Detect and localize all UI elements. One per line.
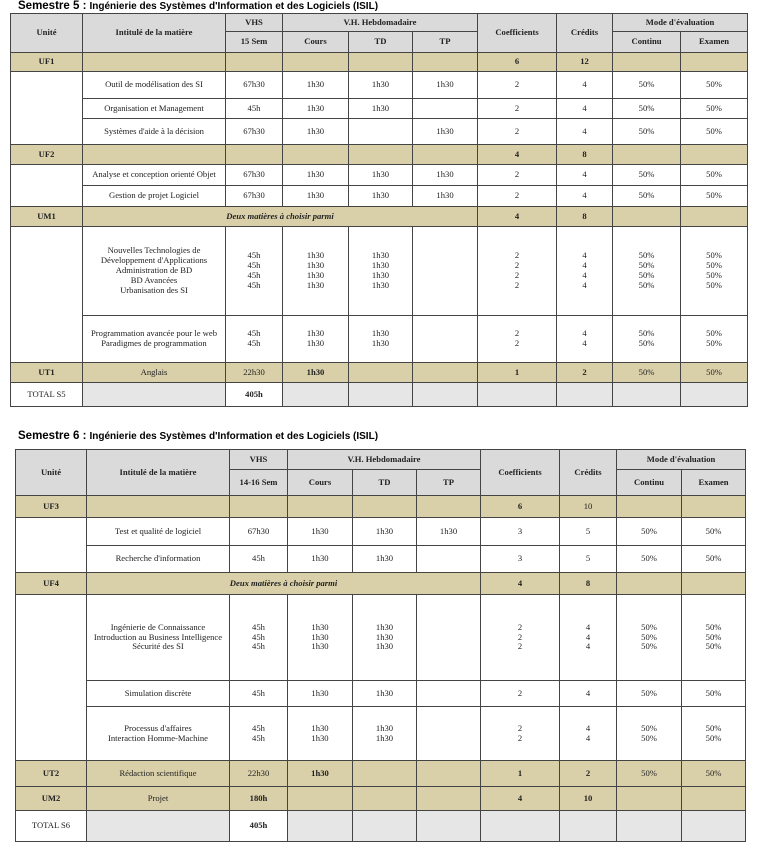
s6-uf4-group-b: [16, 707, 746, 761]
s6-h-cours: Cours: [288, 470, 353, 496]
s6-total-row: [16, 811, 746, 842]
s5-uf2-coef: 4: [478, 145, 557, 165]
s6-uf4-row: [16, 573, 746, 595]
vhs: 45h: [252, 641, 265, 652]
s6-ut2-row: [16, 761, 746, 787]
coef: 2: [478, 72, 557, 99]
coef: 4: [481, 787, 560, 811]
subject-name: Test et qualité de logiciel: [87, 518, 230, 546]
credits: 4: [582, 250, 587, 261]
subject-name: Analyse et conception orienté Objet: [83, 165, 226, 186]
td: 1h30: [375, 722, 394, 733]
s6-total-label: TOTAL S6: [16, 811, 87, 842]
continu: 50%: [638, 250, 655, 261]
credits: 4: [557, 72, 613, 99]
s6-h-credits: Crédits: [560, 450, 617, 496]
coef: 2: [514, 279, 520, 290]
s6-uf4-credits: 8: [560, 573, 617, 595]
s6-h-tp: TP: [417, 470, 481, 496]
s6-uf3-coef: 6: [481, 496, 560, 518]
credits: 4: [582, 328, 587, 339]
credits: 4: [585, 722, 591, 733]
continu: 50%: [641, 621, 657, 632]
subject-name: BD Avancées: [130, 274, 178, 285]
examen: 50%: [706, 250, 722, 261]
coef: 2: [517, 732, 523, 743]
continu: 50%: [613, 119, 681, 145]
s6-h-vh: V.H. Hebdomadaire: [288, 450, 481, 470]
s6-h-vhs-sub: 14-16 Sem: [230, 470, 288, 496]
vhs: 67h30: [230, 518, 288, 546]
continu: 50%: [641, 722, 657, 733]
credits: 5: [560, 518, 617, 546]
tp: 1h30: [413, 186, 478, 207]
td: 1h30: [353, 546, 417, 573]
subject-name: Organisation et Management: [83, 99, 226, 119]
examen: 50%: [705, 641, 722, 652]
s5-h-credits: Crédits: [557, 14, 613, 53]
examen: 50%: [706, 328, 722, 339]
credits: 10: [560, 787, 617, 811]
td: 1h30: [371, 338, 390, 348]
examen: 50%: [682, 546, 746, 573]
continu: 50%: [613, 99, 681, 119]
s6-uf4-unit: UF4: [16, 573, 87, 595]
coef: 3: [481, 546, 560, 573]
s5-uf2-credits: 8: [557, 145, 613, 165]
s6-uf3-row: [16, 496, 746, 518]
examen: 50%: [705, 722, 722, 733]
coef: 2: [478, 119, 557, 145]
examen: 50%: [705, 631, 722, 642]
tp: 1h30: [413, 165, 478, 186]
credits: 4: [557, 99, 613, 119]
table-row: [16, 681, 746, 707]
subject-name: Processus d'affaires: [124, 722, 192, 733]
examen: 50%: [706, 260, 722, 271]
tp: 1h30: [413, 119, 478, 145]
continu: 50%: [613, 72, 681, 99]
cours: 1h30: [283, 72, 349, 99]
examen: 50%: [705, 732, 722, 743]
tp: 1h30: [413, 72, 478, 99]
s5-um1-credits: 8: [557, 207, 613, 227]
continu: 50%: [638, 270, 655, 280]
subject-name: Administration de BD: [115, 265, 193, 276]
s5-table: [10, 13, 748, 407]
subject-name: Ingénierie de Connaissance: [110, 621, 206, 632]
continu: 50%: [617, 546, 682, 573]
coef: 2: [514, 338, 520, 348]
coef: 2: [514, 270, 520, 280]
s6-h-continu: Continu: [617, 470, 682, 496]
s5-um1-coef: 4: [478, 207, 557, 227]
td: 1h30: [371, 270, 390, 280]
s5-h-vhs-sub: 15 Sem: [226, 32, 283, 53]
examen: 50%: [681, 99, 748, 119]
vhs: 67h30: [226, 119, 283, 145]
cours: 1h30: [283, 119, 349, 145]
cours: 1h30: [306, 270, 325, 280]
s5-um1-row: [11, 207, 748, 227]
s6-uf3-unit: UF3: [16, 496, 87, 518]
s6-total-vhs: 405h: [230, 811, 288, 842]
examen: 50%: [681, 72, 748, 99]
vhs: 45h: [247, 250, 261, 261]
continu: 50%: [617, 681, 682, 707]
subject-name: Recherche d'information: [87, 546, 230, 573]
coef: 2: [517, 641, 523, 652]
vhs: 45h: [252, 621, 265, 632]
vhs: 180h: [230, 787, 288, 811]
credits: 2: [560, 761, 617, 787]
subject-name: Nouvelles Technologies de Développement d'Applications: [100, 245, 208, 266]
vhs: 45h: [247, 260, 261, 271]
s6-uf4-note: Deux matières à choisir parmi: [87, 573, 481, 595]
coef: 2: [478, 165, 557, 186]
coef: 2: [517, 722, 523, 733]
td: 1h30: [371, 250, 390, 261]
s6-uf3-credits: 10: [560, 496, 617, 518]
s5-um1-group-b: [11, 316, 748, 363]
td: 1h30: [371, 260, 390, 271]
vhs: 45h: [230, 681, 288, 707]
s5-uf1-credits: 12: [557, 53, 613, 72]
subject-name: Anglais: [83, 363, 226, 383]
s5-um1-note: Deux matières à choisir parmi: [83, 207, 478, 227]
coef: 2: [514, 260, 520, 271]
s6-um2-unit: UM2: [16, 787, 87, 811]
s5-h-vhs: VHS: [226, 14, 283, 32]
s6-h-mode: Mode d'évaluation: [617, 450, 746, 470]
cours: 1h30: [283, 363, 349, 383]
table-row: [11, 99, 748, 119]
vhs: 45h: [252, 732, 265, 743]
s6-title-text: Ingénierie des Systèmes d'Information et des Logiciels (ISIL): [89, 431, 379, 442]
cours: 1h30: [283, 165, 349, 186]
coef: 2: [514, 328, 520, 339]
s6-h-examen: Examen: [682, 470, 746, 496]
subject-name: Systèmes d'aide à la décision: [83, 119, 226, 145]
vhs: 45h: [252, 722, 265, 733]
examen: 50%: [682, 681, 746, 707]
s6-h-td: TD: [353, 470, 417, 496]
subject-name: Paradigmes de programmation: [101, 338, 207, 348]
coef: 1: [481, 761, 560, 787]
s5-uf2-row: [11, 145, 748, 165]
s6-title: [18, 430, 378, 442]
s6-uf4-group-a: [16, 595, 746, 681]
continu: 50%: [617, 518, 682, 546]
cours: 1h30: [306, 260, 325, 271]
credits: 4: [585, 641, 591, 652]
td: 1h30: [371, 279, 390, 290]
table-row: [11, 165, 748, 186]
s6-title-label: Semestre 6 :: [18, 430, 87, 442]
cours: 1h30: [288, 681, 353, 707]
cours: 1h30: [311, 631, 329, 642]
credits: 4: [582, 279, 587, 290]
subject-name: Rédaction scientifique: [87, 761, 230, 787]
credits: 4: [557, 119, 613, 145]
table-row: [11, 72, 748, 99]
s5-title-text: Ingénierie des Systèmes d'Information et des Logiciels (ISIL): [89, 1, 379, 12]
table-row: [11, 119, 748, 145]
vhs: 67h30: [226, 72, 283, 99]
s5-h-td: TD: [349, 32, 413, 53]
s5-uf1-row: [11, 53, 748, 72]
subject-name: Sécurité des SI: [132, 641, 184, 652]
subject-name: Outil de modélisation des SI: [83, 72, 226, 99]
s5-uf1-coef: 6: [478, 53, 557, 72]
cours: 1h30: [311, 732, 329, 743]
cours: 1h30: [306, 250, 325, 261]
s6-uf4-coef: 4: [481, 573, 560, 595]
s5-h-continu: Continu: [613, 32, 681, 53]
vhs: 45h: [247, 328, 261, 339]
s5-total-vhs: 405h: [226, 383, 283, 407]
subject-name: Urbanisation des SI: [120, 284, 188, 295]
s6-h-unite: Unité: [16, 450, 87, 496]
continu: 50%: [638, 260, 655, 271]
vhs: 45h: [247, 270, 261, 280]
cours: 1h30: [311, 641, 329, 652]
continu: 50%: [641, 641, 657, 652]
s5-h-mode: Mode d'évaluation: [613, 14, 748, 32]
credits: 4: [557, 165, 613, 186]
coef: 1: [478, 363, 557, 383]
coef: 2: [481, 681, 560, 707]
cours: 1h30: [288, 761, 353, 787]
s5-title-label: Semestre 5 :: [18, 0, 87, 12]
s5-ut1-row: [11, 363, 748, 383]
s6-h-vhs: VHS: [230, 450, 288, 470]
td: 1h30: [375, 621, 394, 632]
s5-h-tp: TP: [413, 32, 478, 53]
continu: 50%: [638, 328, 655, 339]
cours: 1h30: [311, 722, 329, 733]
examen: 50%: [682, 761, 746, 787]
subject-name: Gestion de projet Logiciel: [83, 186, 226, 207]
continu: 50%: [641, 732, 657, 743]
cours: 1h30: [288, 546, 353, 573]
s6-h-coef: Coefficients: [481, 450, 560, 496]
s5-total-row: [11, 383, 748, 407]
cours: 1h30: [288, 518, 353, 546]
credits: 4: [582, 260, 587, 271]
continu: 50%: [638, 338, 655, 348]
td: 1h30: [375, 732, 394, 743]
vhs: 67h30: [226, 165, 283, 186]
td: 1h30: [371, 328, 390, 339]
td: 1h30: [349, 186, 413, 207]
s5-h-examen: Examen: [681, 32, 748, 53]
table-row: [16, 518, 746, 546]
examen: 50%: [706, 338, 722, 348]
td: 1h30: [375, 641, 394, 652]
credits: 2: [557, 363, 613, 383]
continu: 50%: [638, 279, 655, 290]
s5-h-cours: Cours: [283, 32, 349, 53]
tp: 1h30: [417, 518, 481, 546]
s5-h-vh: V.H. Hebdomadaire: [283, 14, 478, 32]
credits: 4: [582, 338, 587, 348]
s6-um2-row: [16, 787, 746, 811]
credits: 4: [560, 681, 617, 707]
s5-h-intitule: Intitulé de la matière: [83, 14, 226, 53]
td: 1h30: [349, 165, 413, 186]
subject-name: Projet: [87, 787, 230, 811]
vhs: 45h: [226, 99, 283, 119]
cours: 1h30: [306, 328, 325, 339]
vhs: 22h30: [230, 761, 288, 787]
examen: 50%: [681, 186, 748, 207]
td: 1h30: [349, 99, 413, 119]
s5-um1-unit: UM1: [11, 207, 83, 227]
tp: [417, 546, 481, 573]
td: 1h30: [349, 72, 413, 99]
cours: 1h30: [306, 279, 325, 290]
continu: 50%: [613, 165, 681, 186]
continu: 50%: [613, 363, 681, 383]
credits: 4: [585, 631, 591, 642]
cours: 1h30: [283, 186, 349, 207]
vhs: 45h: [247, 338, 261, 348]
tp: [413, 99, 478, 119]
s5-um1-group-a: [11, 227, 748, 316]
examen: 50%: [681, 363, 748, 383]
examen: 50%: [681, 119, 748, 145]
td: 1h30: [353, 518, 417, 546]
vhs: 22h30: [226, 363, 283, 383]
subject-name: Simulation discrète: [87, 681, 230, 707]
s6-h-intitule: Intitulé de la matière: [87, 450, 230, 496]
vhs: 45h: [247, 279, 261, 290]
vhs: 45h: [252, 631, 265, 642]
vhs: 45h: [230, 546, 288, 573]
vhs: 67h30: [226, 186, 283, 207]
s5-title: [18, 0, 378, 12]
coef: 2: [517, 631, 523, 642]
s6-ut2-unit: UT2: [16, 761, 87, 787]
subject-name: Programmation avancée pour le web: [91, 328, 217, 339]
examen: 50%: [681, 165, 748, 186]
cours: 1h30: [311, 621, 329, 632]
credits: 4: [585, 621, 591, 632]
table-row: [11, 186, 748, 207]
table-row: [16, 546, 746, 573]
examen: 50%: [706, 279, 722, 290]
credits: 4: [582, 270, 587, 280]
cours: 1h30: [306, 338, 325, 348]
subject-name: Interaction Homme-Machine: [108, 732, 208, 743]
coef: 2: [517, 621, 523, 632]
td: 1h30: [353, 681, 417, 707]
coef: 3: [481, 518, 560, 546]
coef: 2: [478, 99, 557, 119]
credits: 5: [560, 546, 617, 573]
examen: 50%: [682, 518, 746, 546]
credits: 4: [557, 186, 613, 207]
s6-table: [15, 449, 746, 842]
coef: 2: [514, 250, 520, 261]
credits: 4: [585, 732, 591, 743]
examen: 50%: [706, 270, 722, 280]
coef: 2: [478, 186, 557, 207]
cours: 1h30: [283, 99, 349, 119]
s5-h-coef: Coefficients: [478, 14, 557, 53]
subject-name: Introduction au Business Intelligence: [93, 631, 223, 642]
continu: 50%: [617, 761, 682, 787]
s5-uf2-unit: UF2: [11, 145, 83, 165]
td: [349, 119, 413, 145]
s5-total-label: TOTAL S5: [11, 383, 83, 407]
continu: 50%: [641, 631, 657, 642]
examen: 50%: [705, 621, 722, 632]
td: 1h30: [375, 631, 394, 642]
s5-ut1-unit: UT1: [11, 363, 83, 383]
s5-h-unite: Unité: [11, 14, 83, 53]
s5-uf1-unit: UF1: [11, 53, 83, 72]
continu: 50%: [613, 186, 681, 207]
